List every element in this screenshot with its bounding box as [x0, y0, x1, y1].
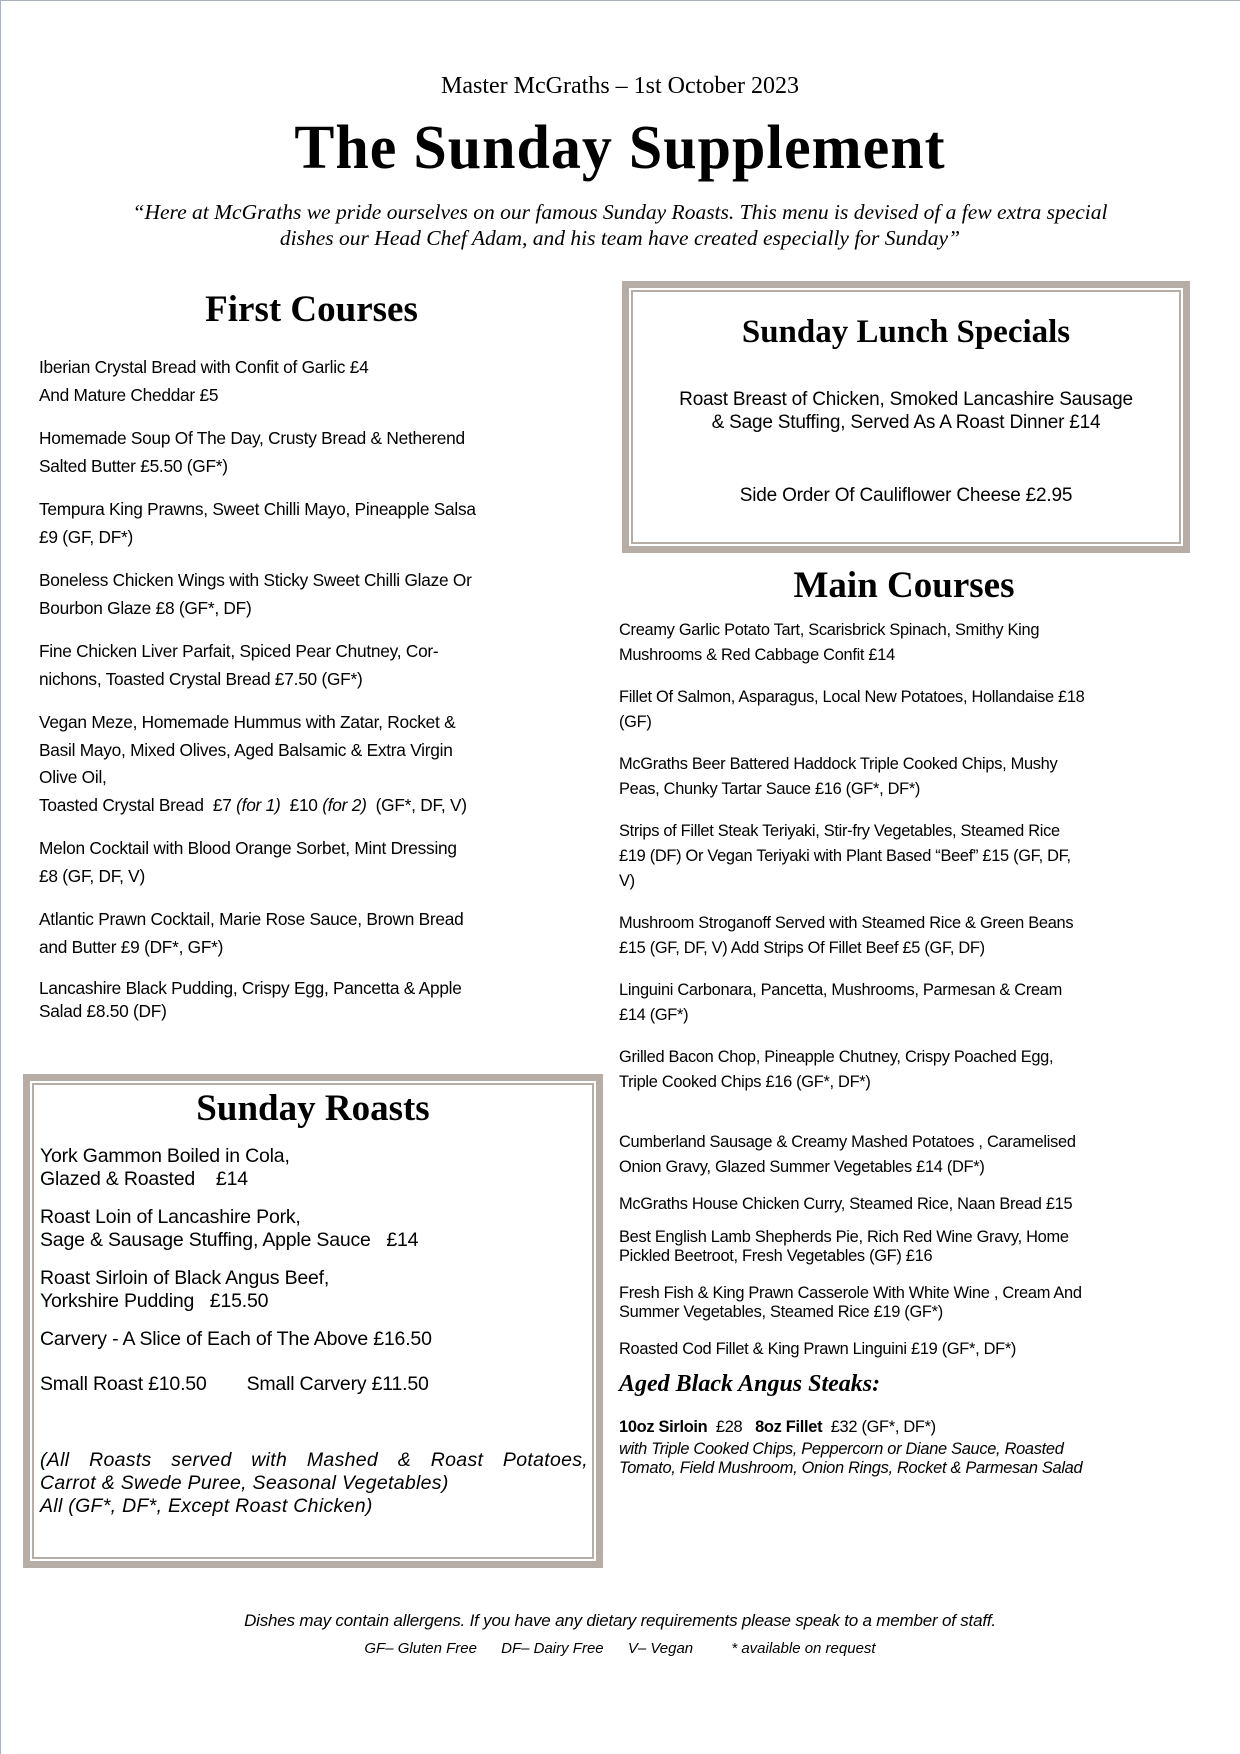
- menu-item: Best English Lamb Shepherds Pie, Rich Red Wine Gravy, Home Pickled Beetroot, Fresh Vegetables (GF) £16: [619, 1228, 1069, 1265]
- special-dish: Roast Breast of Chicken, Smoked Lancashire Sausage & Sage Stuffing, Served As A Roast Dinner £14: [679, 389, 1133, 433]
- dietary-legend: [0, 1638, 1240, 1660]
- menu-item: Strips of Fillet Steak Teriyaki, Stir-fry Vegetables, Steamed Rice £19 (DF) Or Vegan Teriyaki with Plant Based “Beef” £15 (GF, DF, V): [619, 822, 1071, 890]
- main-courses-heading: Main Courses: [793, 565, 1015, 606]
- menu-item: Roasted Cod Fillet & King Prawn Linguini £19 (GF*, DF*): [619, 1340, 1017, 1358]
- menu-item: Melon Cocktail with Blood Orange Sorbet, Mint Dressing £8 (GF, DF, V): [39, 838, 457, 886]
- allergen-footer: [0, 1610, 1240, 1660]
- intro-line: dishes our Head Chef Adam, and his team have created especially for Sunday”: [279, 226, 961, 250]
- first-courses-section: [39, 288, 599, 1039]
- page-edge-left: [0, 0, 1, 1754]
- menu-item: Boneless Chicken Wings with Sticky Sweet Chilli Glaze Or Bourbon Glaze £8 (GF*, DF): [39, 570, 472, 618]
- menu-item: Iberian Crystal Bread with Confit of Garlic £4 And Mature Cheddar £5: [39, 357, 369, 405]
- steaks-description: with Triple Cooked Chips, Peppercorn or Diane Sauce, Roasted Tomato, Field Mushroom, Onion Rings, Rocket & Parmesan Salad: [619, 1440, 1083, 1477]
- menu-item: Fillet Of Salmon, Asparagus, Local New Potatoes, Hollandaise £18 (GF): [619, 688, 1085, 731]
- intro-line: “Here at McGraths we pride ourselves on our famous Sunday Roasts. This menu is devised of a few extra special: [132, 200, 1108, 224]
- menu-item: Mushroom Stroganoff Served with Steamed Rice & Green Beans £15 (GF, DF, V) Add Strips Of Fillet Beef £5 (GF, DF): [619, 914, 1074, 957]
- menu-item: Cumberland Sausage & Creamy Mashed Potatoes , Caramelised Onion Gravy, Glazed Summer Vegetables £14 (DF*): [619, 1133, 1076, 1176]
- main-courses-section: [619, 564, 1199, 1478]
- menu-item: Roast Sirloin of Black Angus Beef, Yorkshire Pudding £15.50: [40, 1267, 330, 1312]
- menu-item: Vegan Meze, Homemade Hummus with Zatar, Rocket & Basil Mayo, Mixed Olives, Aged Balsamic & Extra Virgin Olive Oil, Toasted Crystal Bread £7 (for 1) £10 (for 2) (GF*, DF, V): [39, 709, 599, 819]
- steak-prices: 10oz Sirloin £28 8oz Fillet £32 (GF*, DF*): [619, 1418, 936, 1436]
- menu-item: York Gammon Boiled in Cola, Glazed & Roasted £14: [40, 1145, 290, 1190]
- price-line: Toasted Crystal Bread £7 (for 1) £10 (for 2) (GF*, DF, V): [39, 794, 467, 815]
- sunday-roasts-box: [23, 1074, 603, 1568]
- menu-item: Linguini Carbonara, Pancetta, Mushrooms, Parmesan & Cream £14 (GF*): [619, 981, 1062, 1024]
- legend-on-request: * available on request: [731, 1640, 876, 1657]
- legend-gf: GF– Gluten Free: [364, 1640, 477, 1657]
- menu-item: Roast Loin of Lancashire Pork, Sage & Sausage Stuffing, Apple Sauce £14: [40, 1206, 419, 1251]
- menu-item: McGraths House Chicken Curry, Steamed Rice, Naan Bread £15: [619, 1195, 1073, 1213]
- page-edge-top: [0, 0, 1240, 1]
- menu-item: Lancashire Black Pudding, Crispy Egg, Pancetta & Apple Salad £8.50 (DF): [39, 978, 462, 1021]
- first-courses-heading: First Courses: [205, 289, 418, 330]
- menu-item: Tempura King Prawns, Sweet Chilli Mayo, Pineapple Salsa £9 (GF, DF*): [39, 499, 476, 547]
- special-side: Side Order Of Cauliflower Cheese £2.95: [739, 485, 1073, 506]
- steaks-heading: Aged Black Angus Steaks:: [619, 1371, 881, 1397]
- legend-v: V– Vegan: [627, 1640, 694, 1657]
- sunday-lunch-specials-box: [622, 281, 1190, 553]
- menu-item: Creamy Garlic Potato Tart, Scarisbrick Spinach, Smithy King Mushrooms & Red Cabbage Confit £14: [619, 621, 1040, 664]
- roasts-list: [40, 1145, 600, 1418]
- menu-title: The Sunday Supplement: [294, 112, 946, 182]
- small-carvery: Small Carvery £11.50: [246, 1373, 429, 1395]
- small-roast: Small Roast £10.50: [40, 1373, 207, 1395]
- intro-quote: [40, 199, 1200, 251]
- legend-df: DF– Dairy Free: [501, 1640, 604, 1657]
- menu-item: Homemade Soup Of The Day, Crusty Bread & Netherend Salted Butter £5.50 (GF*): [39, 428, 465, 476]
- venue-date: Master McGraths – 1st October 2023: [441, 73, 799, 99]
- specials-heading: Sunday Lunch Specials: [741, 314, 1071, 350]
- small-portions: [40, 1373, 600, 1396]
- menu-item: Fresh Fish & King Prawn Casserole With White Wine , Cream And Summer Vegetables, Steamed Rice £19 (GF*): [619, 1284, 1082, 1321]
- roasts-note: (All Roasts served with Mashed & Roast Potatoes, Carrot & Swede Puree, Seasonal Vegetables) All (GF*, DF*, Except Roast Chicken): [40, 1449, 588, 1517]
- menu-item: Atlantic Prawn Cocktail, Marie Rose Sauce, Brown Bread and Butter £9 (DF*, GF*): [39, 909, 464, 957]
- carvery-item: Carvery - A Slice of Each of The Above £16.50: [40, 1328, 432, 1350]
- menu-item: McGraths Beer Battered Haddock Triple Cooked Chips, Mushy Peas, Chunky Tartar Sauce £16 (GF*, DF*): [619, 755, 1058, 798]
- allergen-warning: Dishes may contain allergens. If you have any dietary requirements please speak to a member of staff.: [244, 1611, 996, 1630]
- spacer: [619, 1112, 1199, 1130]
- roasts-heading: Sunday Roasts: [196, 1088, 430, 1129]
- menu-item: Grilled Bacon Chop, Pineapple Chutney, Crispy Poached Egg, Triple Cooked Chips £16 (GF*, DF*): [619, 1048, 1054, 1091]
- menu-item: Fine Chicken Liver Parfait, Spiced Pear Chutney, Cor- nichons, Toasted Crystal Bread £7.50 (GF*): [39, 641, 439, 689]
